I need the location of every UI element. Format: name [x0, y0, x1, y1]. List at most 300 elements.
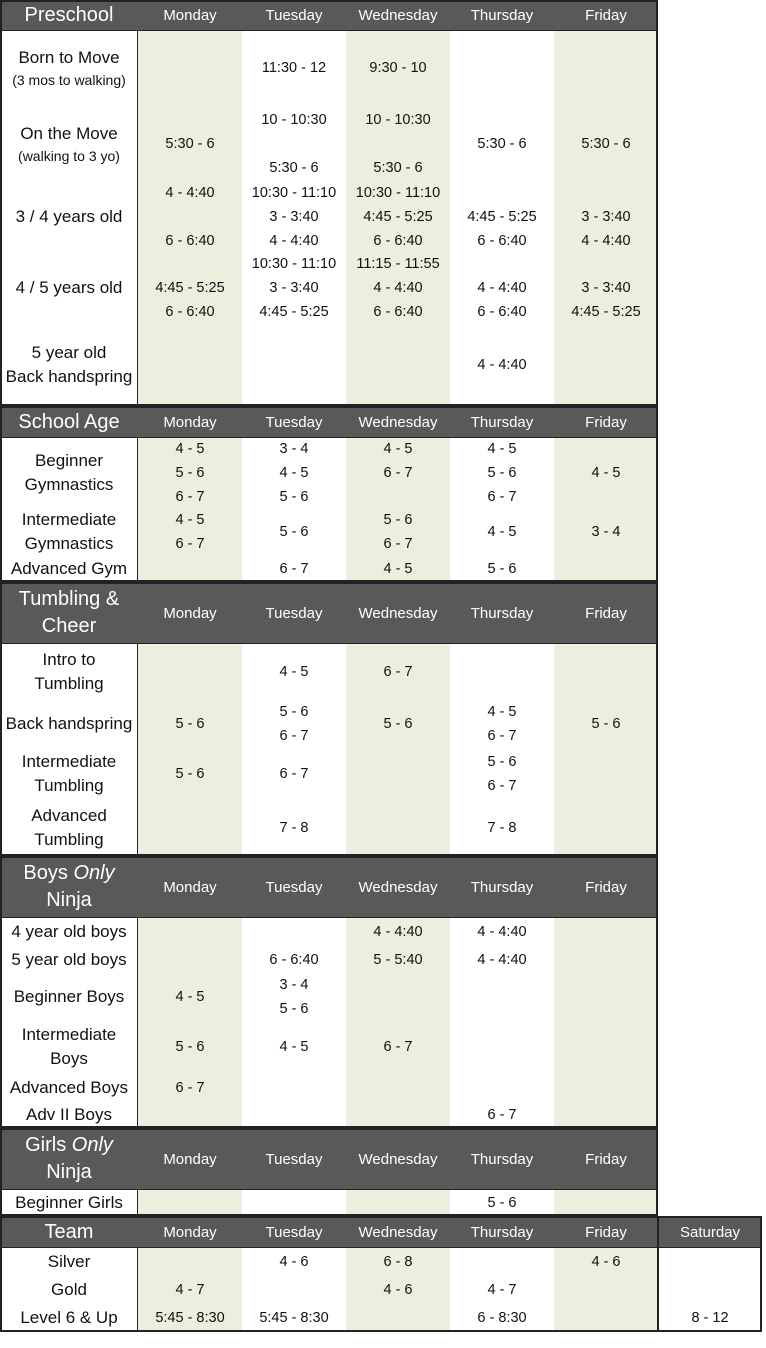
section-border-bottom — [0, 1330, 762, 1332]
time-slot: 4 - 4:40 — [477, 952, 527, 968]
class-name-line2: Back handspring — [5, 367, 133, 386]
time-slot-cell — [346, 438, 450, 508]
time-slot: 4 - 5 — [175, 512, 205, 528]
time-slot: 3 - 3:40 — [269, 280, 319, 296]
section-border-left — [0, 406, 2, 582]
section-title — [0, 1216, 138, 1248]
time-slot-cell — [554, 438, 658, 508]
time-slot-cell — [554, 31, 658, 105]
section-border-left — [0, 582, 2, 856]
time-slot: 6 - 7 — [487, 489, 517, 505]
day-header-label: Tuesday — [265, 7, 323, 24]
section-title-word: Girls — [25, 1134, 67, 1156]
day-header — [242, 1128, 346, 1190]
time-slot: 6 - 8 — [383, 1254, 413, 1270]
time-slot: 5 - 6 — [279, 1001, 309, 1017]
time-slot: 3 - 3:40 — [581, 280, 631, 296]
time-slot: 6 - 7 — [383, 465, 413, 481]
day-header-label: Wednesday — [358, 7, 438, 24]
time-slot: 6 - 6:40 — [373, 233, 423, 249]
class-name: Intermediate — [21, 1025, 117, 1044]
time-slot: 5 - 6 — [279, 524, 309, 540]
section-title-word: Ninja — [46, 889, 92, 911]
section-title-line — [23, 887, 114, 914]
time-slot: 3 - 4 — [279, 441, 309, 457]
class-label — [0, 800, 138, 856]
section-title-line — [19, 613, 119, 640]
time-slot-cell — [242, 105, 346, 182]
time-slot-cell — [138, 700, 242, 748]
class-name: 3 / 4 years old — [15, 207, 123, 226]
time-slot-cell — [138, 182, 242, 252]
time-slot-cell — [346, 182, 450, 252]
day-header — [346, 1128, 450, 1190]
class-label — [0, 438, 138, 508]
section-border-left — [0, 1216, 2, 1332]
class-label — [0, 1190, 138, 1216]
time-slot-cell — [346, 974, 450, 1020]
time-slot: 4 - 4:40 — [477, 357, 527, 373]
class-name: Born to Move — [18, 48, 120, 67]
time-slot-cell — [242, 556, 346, 582]
time-slot-cell — [658, 1276, 762, 1304]
time-slot-cell — [450, 800, 554, 856]
class-name-line2: Tumbling — [34, 776, 104, 795]
time-slot: 10 - 10:30 — [365, 111, 431, 128]
time-slot-cell — [346, 946, 450, 974]
time-slot: 5 - 5:40 — [373, 952, 423, 968]
time-slot-cell — [242, 1304, 346, 1332]
time-slot-cell — [450, 1102, 554, 1128]
class-age-range: (walking to 3 yo) — [18, 147, 120, 164]
time-slot-cell — [554, 946, 658, 974]
day-header-label: Friday — [585, 1150, 627, 1168]
class-name: Advanced Boys — [9, 1078, 129, 1097]
time-slot: 4 - 5 — [383, 561, 413, 577]
day-header-label: Tuesday — [265, 604, 323, 622]
time-slot-cell — [450, 556, 554, 582]
day-header-label: Saturday — [679, 1223, 741, 1241]
class-name: Beginner Boys — [13, 987, 125, 1006]
time-slot-cell — [138, 1190, 242, 1216]
class-label — [0, 748, 138, 800]
section-border-top — [0, 1216, 762, 1218]
time-slot-cell — [346, 252, 450, 324]
time-slot — [396, 485, 400, 508]
time-slot: 6 - 7 — [383, 1039, 413, 1055]
time-slot: 5 - 6 — [175, 716, 205, 732]
day-header-label: Monday — [163, 878, 217, 896]
time-slot: 5 - 6 — [487, 465, 517, 481]
time-slot: 5:30 - 6 — [477, 135, 527, 152]
time-slot-cell — [346, 1248, 450, 1276]
day-header — [242, 0, 346, 31]
time-slot: 4 - 4:40 — [477, 280, 527, 296]
time-slot: 4 - 7 — [487, 1282, 517, 1298]
time-slot-cell — [346, 105, 450, 182]
time-slot: 4 - 5 — [591, 465, 621, 481]
time-slot: 3 - 4 — [279, 977, 309, 993]
day-header — [450, 406, 554, 438]
day-header-label: Monday — [163, 604, 217, 622]
time-slot-cell — [138, 918, 242, 946]
time-slot: 6 - 6:40 — [269, 952, 319, 968]
time-slot: 4 - 4:40 — [373, 280, 423, 296]
time-slot-cell — [242, 324, 346, 406]
header-divider — [0, 917, 658, 918]
time-slot-cell — [554, 748, 658, 800]
time-slot-cell — [242, 1074, 346, 1102]
time-slot: 6 - 7 — [487, 778, 517, 794]
time-slot: 4 - 5 — [279, 1039, 309, 1055]
day-header — [138, 1216, 242, 1248]
time-slot-cell — [242, 748, 346, 800]
time-slot-cell — [554, 1248, 658, 1276]
time-slot: 4 - 5 — [487, 441, 517, 457]
time-slot-cell — [346, 644, 450, 700]
time-slot-cell — [554, 644, 658, 700]
time-slot-cell — [242, 31, 346, 105]
section-title — [0, 1128, 138, 1190]
time-slot: 4 - 5 — [487, 704, 517, 720]
section-border-top — [0, 856, 658, 858]
class-label — [0, 644, 138, 700]
time-slot-cell — [138, 1304, 242, 1332]
class-name: Intro to — [42, 650, 96, 669]
time-slot-cell — [242, 1190, 346, 1216]
section-title-text — [19, 586, 119, 640]
time-slot: 6 - 6:40 — [477, 233, 527, 249]
time-slot-cell — [450, 1020, 554, 1074]
class-label — [0, 1304, 138, 1332]
section-title-text — [45, 1219, 94, 1246]
time-slot-cell — [138, 508, 242, 556]
day-header — [346, 0, 450, 31]
section-title — [0, 0, 138, 31]
class-label — [0, 700, 138, 748]
time-slot: 6 - 7 — [175, 536, 205, 552]
section-border-top — [0, 406, 658, 408]
day-header — [450, 582, 554, 644]
time-slot-cell — [242, 1020, 346, 1074]
class-label — [0, 946, 138, 974]
class-name: On the Move — [20, 123, 118, 143]
section-title-text — [25, 1132, 113, 1186]
time-slot-cell — [138, 800, 242, 856]
section-border-right — [760, 1216, 762, 1332]
time-slot-cell — [138, 556, 242, 582]
section-title-text — [18, 409, 119, 436]
class-name: 4 year old boys — [11, 922, 127, 941]
day-header — [450, 856, 554, 918]
time-slot-cell — [242, 700, 346, 748]
time-slot: 6 - 6:40 — [373, 304, 423, 320]
day-header-label: Monday — [163, 1150, 217, 1168]
day-header — [554, 856, 658, 918]
day-header-label: Wednesday — [358, 1150, 438, 1168]
class-name: Beginner — [34, 451, 104, 470]
time-slot-cell — [658, 1248, 762, 1276]
section-border-right — [656, 0, 658, 406]
section-title-word: Preschool — [24, 4, 114, 26]
time-slot: 6 - 8:30 — [477, 1310, 527, 1326]
time-slot-cell — [138, 324, 242, 406]
day-header-label: Thursday — [470, 878, 534, 896]
time-slot: 6 - 7 — [279, 561, 309, 577]
time-slot-cell — [242, 438, 346, 508]
time-slot: 4:45 - 5:25 — [467, 209, 537, 225]
header-divider — [0, 437, 658, 438]
time-slot-cell — [450, 324, 554, 406]
section-title-line — [45, 1219, 94, 1246]
day-header — [554, 406, 658, 438]
time-slot: 4 - 7 — [175, 1282, 205, 1298]
section-title-line — [25, 1159, 113, 1186]
time-slot: 6 - 7 — [383, 664, 413, 680]
class-name: Adv II Boys — [26, 1105, 112, 1124]
time-slot: 10:30 - 11:10 — [355, 185, 441, 201]
day-header-label: Monday — [163, 1223, 217, 1241]
class-name-line2: Tumbling — [34, 674, 104, 693]
class-age-range: (3 mos to walking) — [12, 72, 126, 88]
time-slot: 4 - 6 — [383, 1282, 413, 1298]
time-slot-cell — [138, 1102, 242, 1128]
day-header-label: Friday — [585, 878, 627, 896]
time-slot-cell — [346, 31, 450, 105]
section-border-left — [0, 0, 2, 406]
time-slot-cell — [138, 438, 242, 508]
time-slot: 4 - 6 — [591, 1254, 621, 1270]
time-slot-cell — [138, 1276, 242, 1304]
section-border-top — [0, 0, 658, 2]
day-header — [138, 582, 242, 644]
section-title-word: School Age — [18, 410, 120, 433]
time-slot-cell — [554, 918, 658, 946]
time-slot: 4 - 4:40 — [269, 233, 319, 249]
day-header — [138, 406, 242, 438]
class-name: Gold — [51, 1280, 87, 1299]
time-slot-cell — [554, 324, 658, 406]
time-slot-cell — [554, 252, 658, 324]
time-slot-cell — [554, 1102, 658, 1128]
time-slot-cell — [450, 946, 554, 974]
time-slot-cell — [450, 1074, 554, 1102]
time-slot-cell — [346, 556, 450, 582]
day-header-label: Monday — [163, 413, 217, 431]
day-header — [658, 1216, 762, 1248]
time-slot-cell — [346, 324, 450, 406]
label-column-divider — [137, 918, 138, 1128]
time-slot: 7 - 8 — [487, 820, 517, 836]
time-slot-cell — [554, 1074, 658, 1102]
time-slot-cell — [450, 252, 554, 324]
time-slot: 5 - 6 — [175, 766, 205, 782]
class-label — [0, 508, 138, 556]
time-slot: 4:45 - 5:25 — [259, 304, 329, 320]
time-slot: 6 - 6:40 — [477, 304, 527, 320]
time-slot: 4 - 4:40 — [373, 924, 423, 940]
class-name: Intermediate — [21, 510, 117, 529]
day-header-label: Tuesday — [265, 1150, 323, 1168]
time-slot: 7 - 8 — [279, 820, 309, 836]
time-slot-cell — [242, 918, 346, 946]
class-label — [0, 974, 138, 1020]
time-slot-cell — [138, 644, 242, 700]
day-header — [450, 0, 554, 31]
section-title-line — [25, 2, 114, 29]
time-slot-cell — [138, 252, 242, 324]
time-slot-cell — [138, 1020, 242, 1074]
time-slot-cell — [554, 800, 658, 856]
time-slot: 6 - 6:40 — [165, 233, 215, 249]
day-header-label: Monday — [163, 7, 217, 24]
time-slot-cell — [450, 1190, 554, 1216]
time-slot-cell — [450, 438, 554, 508]
time-slot-cell — [346, 748, 450, 800]
time-slot-cell — [138, 31, 242, 105]
day-header — [554, 582, 658, 644]
time-slot-cell — [346, 508, 450, 556]
day-header-label: Friday — [585, 604, 627, 622]
time-slot-cell — [554, 700, 658, 748]
time-slot-cell — [242, 182, 346, 252]
class-name: Back handspring — [5, 714, 133, 733]
time-slot-cell — [450, 182, 554, 252]
header-divider — [0, 1247, 762, 1248]
time-slot-cell — [138, 974, 242, 1020]
time-slot: 4:45 - 5:25 — [571, 304, 641, 320]
section-border-left — [0, 856, 2, 1128]
time-slot: 4 - 4:40 — [581, 233, 631, 249]
time-slot-cell — [242, 1102, 346, 1128]
label-column-divider — [137, 644, 138, 856]
day-header-label: Wednesday — [358, 878, 438, 896]
section-title — [0, 406, 138, 438]
time-slot: 11:30 - 12 — [261, 60, 327, 76]
time-slot-cell — [450, 508, 554, 556]
day-header-label: Thursday — [470, 604, 534, 622]
time-slot-cell — [554, 556, 658, 582]
day-header-label: Wednesday — [358, 604, 438, 622]
day-header-label: Wednesday — [358, 1223, 438, 1241]
class-name: Silver — [47, 1252, 91, 1271]
time-slot-cell — [554, 1020, 658, 1074]
section-border-left — [0, 1128, 2, 1216]
label-column-divider — [137, 1248, 138, 1332]
time-slot-cell — [242, 508, 346, 556]
class-name-line2: Boys — [50, 1049, 88, 1068]
time-slot-cell — [138, 946, 242, 974]
time-slot: 5:30 - 6 — [373, 159, 423, 176]
time-slot: 5 - 6 — [279, 704, 309, 720]
time-slot-cell — [138, 105, 242, 182]
section-title — [0, 582, 138, 644]
time-slot: 6 - 7 — [383, 536, 413, 552]
time-slot: 6 - 7 — [487, 728, 517, 744]
class-name: 5 year old — [31, 343, 107, 362]
time-slot: 5 - 6 — [175, 465, 205, 481]
day-header — [450, 1128, 554, 1190]
label-column-divider — [137, 31, 138, 406]
time-slot-cell — [346, 800, 450, 856]
time-slot-cell — [450, 974, 554, 1020]
class-label — [0, 1074, 138, 1102]
time-slot: 4:45 - 5:25 — [155, 280, 225, 296]
day-header — [242, 406, 346, 438]
time-slot: 5:30 - 6 — [269, 159, 319, 176]
time-slot-cell — [346, 1190, 450, 1216]
day-header-label: Friday — [585, 413, 627, 431]
day-header-label: Friday — [585, 7, 627, 24]
time-slot: 4 - 4:40 — [165, 185, 215, 201]
section-title-text — [25, 2, 114, 29]
time-slot: 4 - 5 — [279, 465, 309, 481]
time-slot: 5 - 6 — [591, 716, 621, 732]
section-border-right — [656, 1128, 658, 1216]
time-slot: 5 - 6 — [279, 489, 309, 505]
saturday-column-divider — [657, 1216, 659, 1332]
time-slot-cell — [554, 1304, 658, 1332]
header-divider — [0, 643, 658, 644]
label-column-divider — [137, 438, 138, 582]
time-slot: 6 - 6:40 — [165, 304, 215, 320]
day-header — [554, 0, 658, 31]
day-header — [138, 0, 242, 31]
time-slot: 5 - 6 — [383, 512, 413, 528]
time-slot-cell — [242, 1248, 346, 1276]
time-slot: 5:30 - 6 — [581, 135, 631, 152]
day-header — [138, 1128, 242, 1190]
time-slot — [500, 252, 504, 276]
time-slot-cell — [138, 1074, 242, 1102]
section-title-word: Boys — [23, 862, 68, 884]
class-label — [0, 556, 138, 582]
section-border-right — [656, 406, 658, 582]
time-slot: 3 - 4 — [591, 524, 621, 540]
time-slot — [396, 132, 400, 156]
time-slot-cell — [554, 974, 658, 1020]
time-slot: 6 - 7 — [175, 489, 205, 505]
time-slot — [604, 252, 608, 276]
time-slot: 6 - 7 — [175, 1080, 205, 1096]
time-slot-cell — [242, 946, 346, 974]
section-title-word: Cheer — [41, 615, 97, 637]
section-title-line — [18, 409, 119, 436]
day-header-label: Tuesday — [265, 1223, 323, 1241]
time-slot: 10:30 - 11:10 — [251, 185, 337, 201]
header-divider — [0, 30, 658, 31]
day-header — [554, 1128, 658, 1190]
time-slot: 5 - 6 — [383, 716, 413, 732]
time-slot: 5:30 - 6 — [165, 135, 215, 152]
section-title-emphasis: Only — [71, 1134, 113, 1156]
class-name: Advanced — [31, 806, 107, 825]
class-label — [0, 182, 138, 252]
time-slot-cell — [450, 644, 554, 700]
time-slot-cell — [242, 644, 346, 700]
day-header-label: Thursday — [470, 413, 534, 431]
time-slot-cell — [346, 1074, 450, 1102]
class-name-line2: Tumbling — [34, 830, 104, 849]
time-slot: 5:45 - 8:30 — [155, 1310, 225, 1326]
time-slot-cell — [450, 700, 554, 748]
time-slot: 4 - 5 — [383, 441, 413, 457]
day-header — [346, 856, 450, 918]
header-divider — [0, 1189, 658, 1190]
class-name: Beginner Girls — [15, 1193, 123, 1212]
class-label — [0, 1102, 138, 1128]
time-slot: 4 - 5 — [175, 441, 205, 457]
